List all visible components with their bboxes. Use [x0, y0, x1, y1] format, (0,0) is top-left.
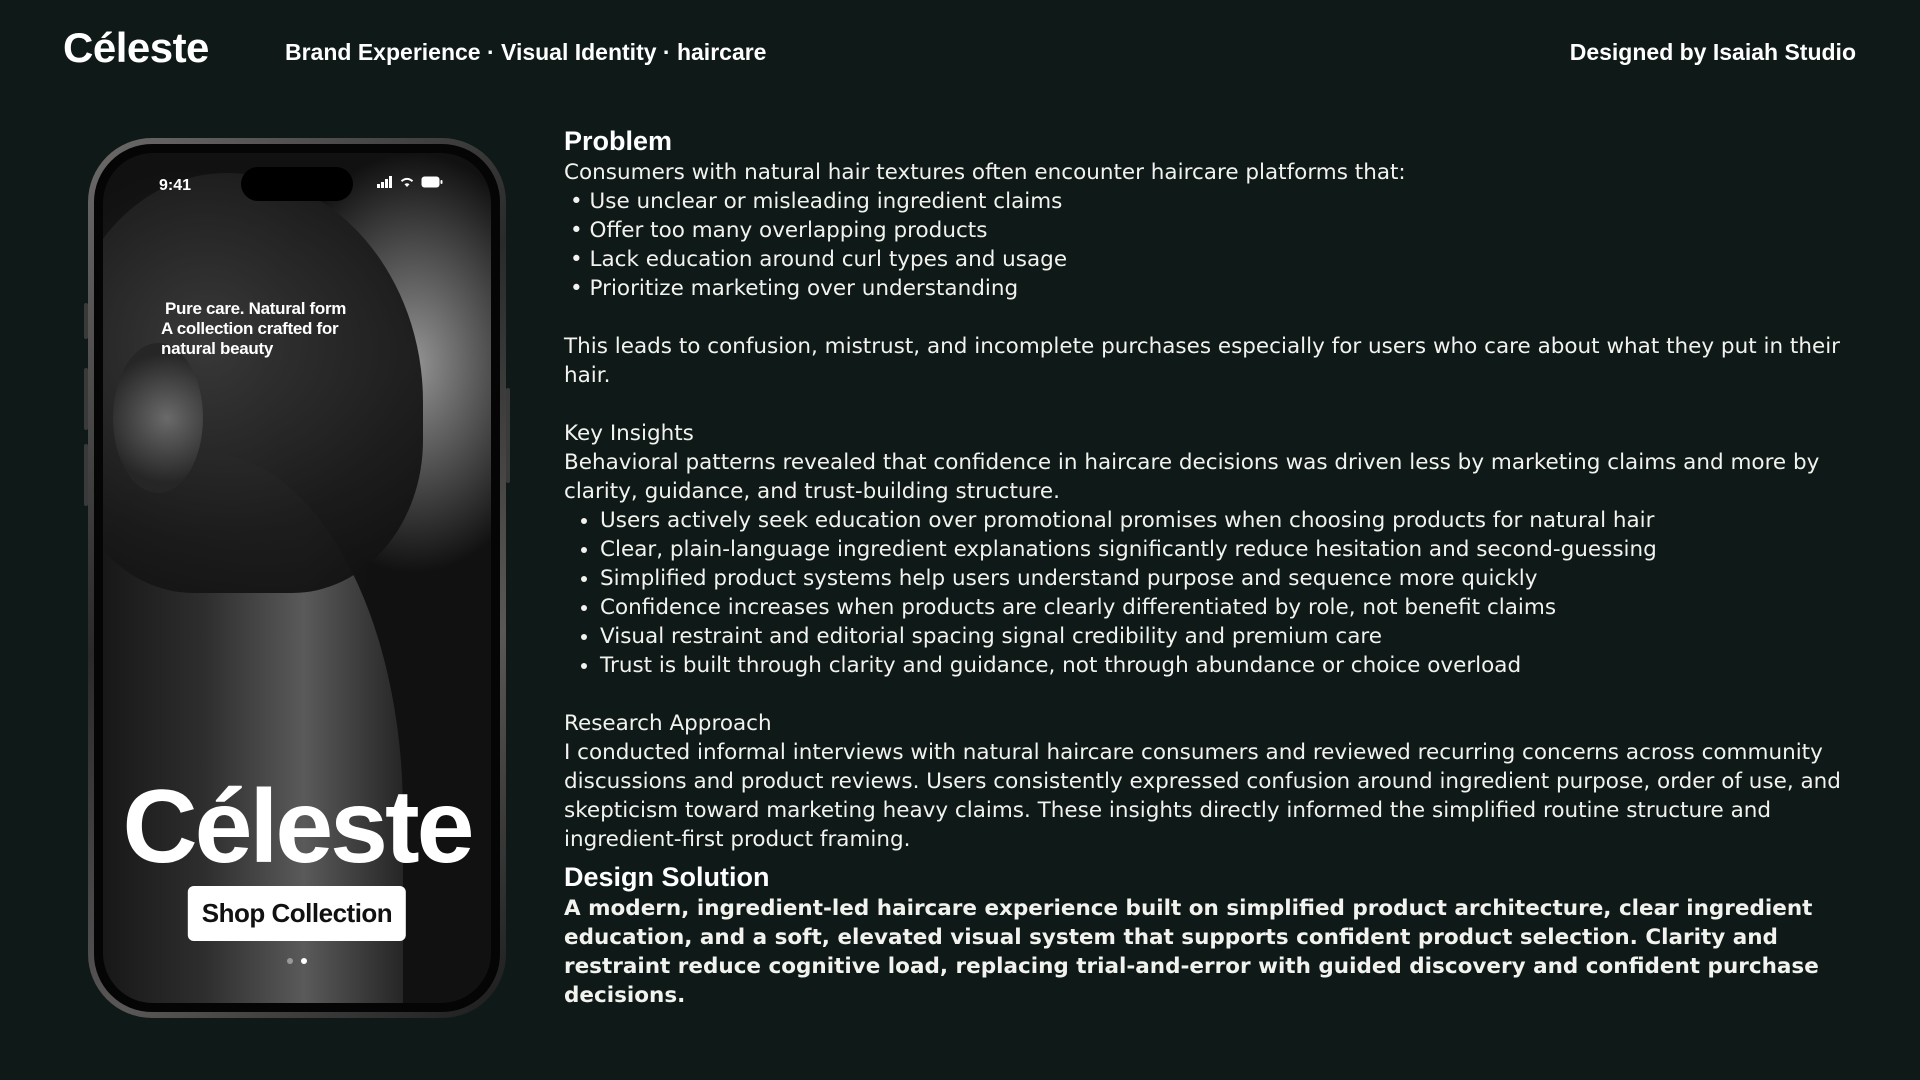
carousel-dot[interactable]	[287, 958, 293, 964]
dynamic-island	[241, 167, 353, 201]
list-item: • Trust is built through clarity and guidance, not through abundance or choice overload	[600, 651, 1864, 680]
wifi-icon	[399, 176, 415, 188]
phone-side-button	[84, 368, 88, 430]
screen-tagline-line: Pure care. Natural form	[165, 299, 347, 318]
problem-intro: Consumers with natural hair textures often encounter haircare platforms that:	[564, 160, 1406, 185]
list-item: • Simplified product systems help users understand purpose and sequence more quickly	[600, 564, 1864, 593]
project-tagline: Brand Experience · Visual Identity · haircare	[285, 39, 767, 65]
phone-side-button	[84, 444, 88, 506]
phone-mockup	[88, 138, 506, 1018]
designer-credit: Designed by Isaiah Studio	[1569, 39, 1856, 65]
hero-photo-ear	[113, 343, 203, 493]
shop-collection-button[interactable]: Shop Collection	[188, 886, 406, 941]
problem-list	[564, 187, 1864, 303]
status-icons	[377, 175, 443, 191]
research-heading: Research Approach	[564, 711, 772, 736]
list-item: • Use unclear or misleading ingredient claims	[564, 187, 1864, 216]
screen-tagline-line: A collection crafted for	[161, 319, 339, 338]
screen-tagline	[161, 299, 346, 359]
status-time: 9:41	[159, 177, 192, 194]
brand-logo: Céleste	[63, 24, 209, 71]
phone-side-button	[84, 303, 88, 339]
list-item: • Lack education around curl types and usage	[564, 245, 1864, 274]
insights-intro: Behavioral patterns revealed that confidence in haircare decisions was driven less by marketing claims and more by clarity, guidance, and trust-building structure.	[564, 450, 1820, 504]
screen-brand-logo: Céleste	[122, 769, 472, 885]
signal-icon	[377, 176, 393, 188]
research-body: I conducted informal interviews with natural haircare consumers and reviewed recurring concerns across community discussions and product reviews. Users consistently expressed confusion around ingredient purpose, order of use, and skepticism toward marketing heavy claims. These insights directly informed the simplified routine structure and ingredient-first product framing.	[564, 740, 1841, 852]
list-item: • Offer too many overlapping products	[564, 216, 1864, 245]
case-study-content	[564, 124, 1864, 1010]
carousel-dot-active[interactable]	[301, 958, 307, 964]
list-item: • Users actively seek education over promotional promises when choosing products for natural hair	[600, 506, 1864, 535]
list-item: • Confidence increases when products are clearly differentiated by role, not benefit claims	[600, 593, 1864, 622]
problem-summary: This leads to confusion, mistrust, and incomplete purchases especially for users who care about what they put in their hair.	[564, 334, 1841, 388]
list-item: • Prioritize marketing over understanding	[564, 274, 1864, 303]
phone-bezel	[94, 144, 500, 1012]
phone-power-button	[506, 388, 510, 483]
battery-icon	[421, 176, 443, 188]
list-item: • Clear, plain-language ingredient explanations significantly reduce hesitation and second-guessing	[600, 535, 1864, 564]
solution-heading: Design Solution	[564, 862, 770, 892]
insights-list	[564, 506, 1864, 680]
carousel-dots	[287, 958, 307, 964]
screen-tagline-line: natural beauty	[161, 339, 273, 358]
solution-body: A modern, ingredient-led haircare experience built on simplified product architecture, clear ingredient education, and a soft, elevated visual system that supports confident product selection. Clarity and restraint reduce cognitive load, replacing trial-and-error with guided discovery and confident purchase decisions.	[564, 896, 1819, 1008]
problem-heading: Problem	[564, 126, 673, 156]
list-item: • Visual restraint and editorial spacing signal credibility and premium care	[600, 622, 1864, 651]
insights-heading: Key Insights	[564, 421, 694, 446]
phone-screen	[103, 153, 491, 1003]
